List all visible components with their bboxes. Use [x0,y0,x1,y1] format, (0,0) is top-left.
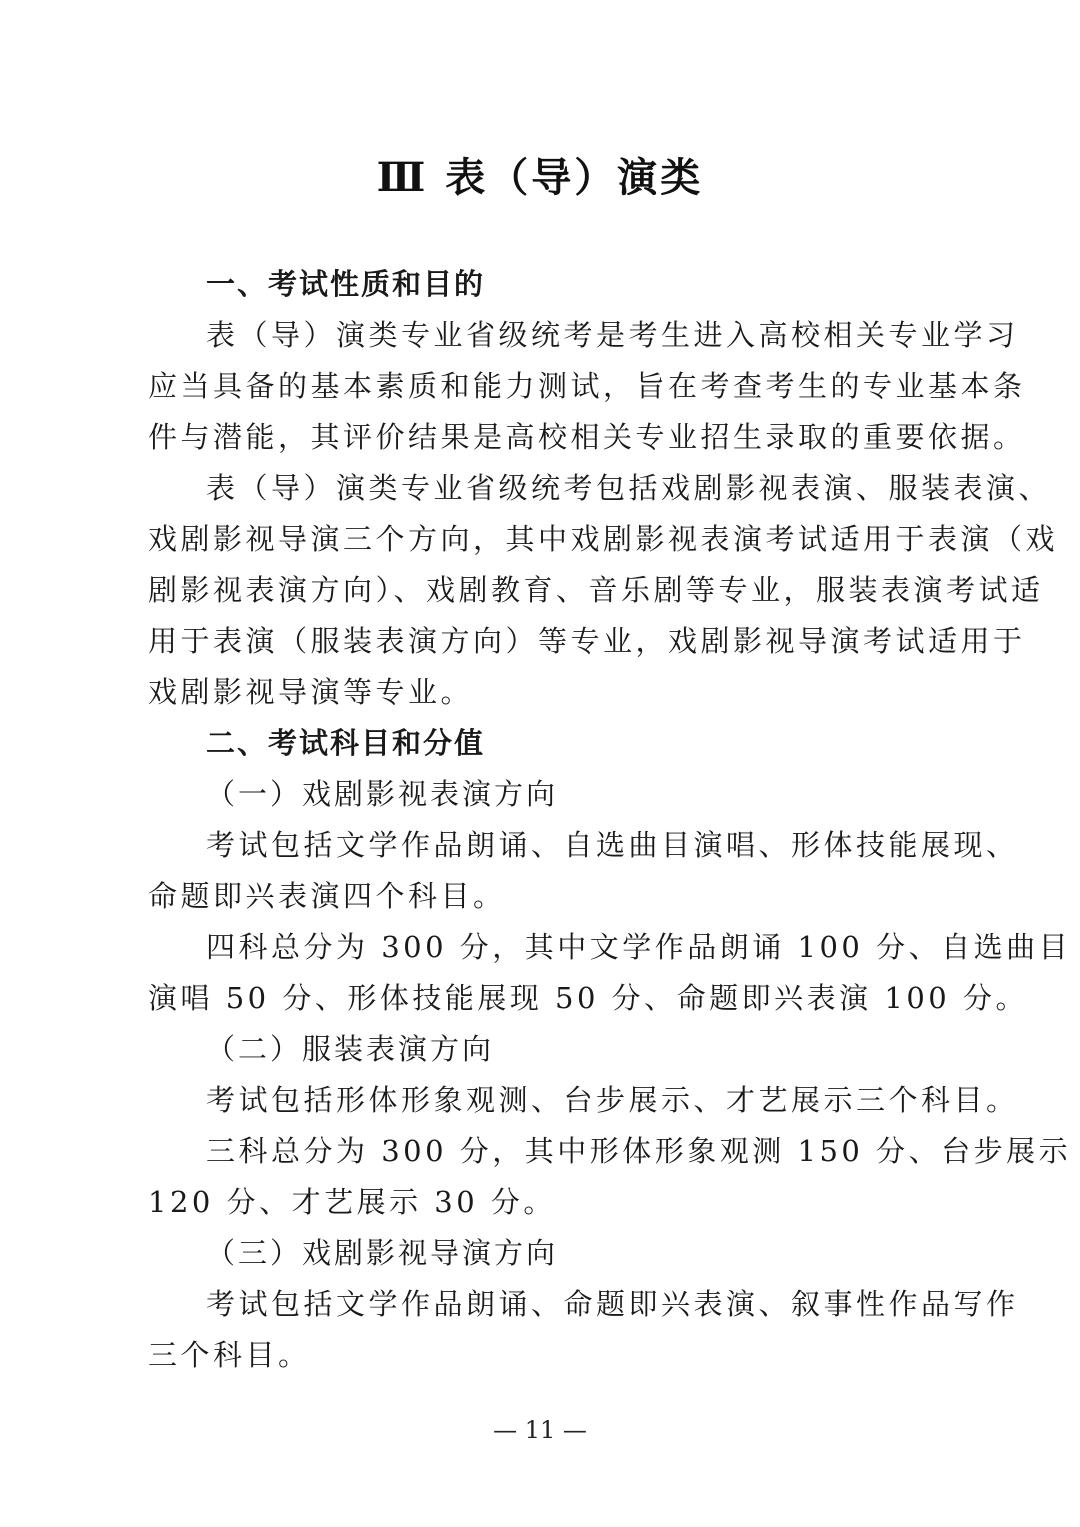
paragraph-4 [148,922,1072,1024]
paragraph-3 [148,820,1019,922]
paragraph-7 [148,1279,1019,1381]
paragraph-1 [148,310,1026,463]
paragraph-line: 命题即兴表演四个科目。 [148,879,506,913]
paragraph-line: 表（导）演类专业省级统考是考生进入高校相关专业学习 [206,318,1019,352]
paragraph-line: 戏剧影视导演三个方向，其中戏剧影视表演考试适用于表演（戏 [148,522,1059,556]
subsection-heading-3: （三）戏剧影视导演方向 [206,1236,559,1270]
paragraph-line: 应当具备的基本素质和能力测试，旨在考查考生的专业基本条 [148,369,1026,403]
section-heading-2: 二、考试科目和分值 [206,726,486,760]
paragraph-line: 三个科目。 [148,1338,311,1372]
paragraph-line: 120 分、才艺展示 30 分。 [148,1185,556,1219]
paragraph-2 [148,463,1059,718]
paragraph-line: 件与潜能，其评价结果是高校相关专业招生录取的重要依据。 [148,420,1026,454]
paragraph-line: 考试包括文学作品朗诵、自选曲目演唱、形体技能展现、 [206,828,1019,862]
paragraph-line: 三科总分为 300 分，其中形体形象观测 150 分、台步展示 [206,1134,1072,1168]
paragraph-line: 用于表演（服装表演方向）等专业，戏剧影视导演考试适用于 [148,624,1026,658]
paragraph-line: 演唱 50 分、形体技能展现 50 分、命题即兴表演 100 分。 [148,981,1028,1015]
paragraph-line: 表（导）演类专业省级统考包括戏剧影视表演、服装表演、 [206,471,1052,505]
paragraph-line: 戏剧影视导演等专业。 [148,675,474,709]
paragraph-6 [148,1126,1072,1228]
paragraph-line: 剧影视表演方向）、戏剧教育、音乐剧等专业，服装表演考试适 [148,573,1044,607]
document-body [148,259,1072,1381]
paragraph-5 [148,1075,1019,1126]
page-number: — 11 — [493,1416,587,1444]
section-heading-1: 一、考试性质和目的 [206,267,486,301]
paragraph-line: 四科总分为 300 分，其中文学作品朗诵 100 分、自选曲目 [206,930,1072,964]
paragraph-line: 考试包括文学作品朗诵、命题即兴表演、叙事性作品写作 [206,1287,1019,1321]
page-title: Ⅲ 表（导）演类 [376,154,704,201]
paragraph-line: 考试包括形体形象观测、台步展示、才艺展示三个科目。 [206,1083,1019,1117]
subsection-heading-1: （一）戏剧影视表演方向 [206,777,559,811]
subsection-heading-2: （二）服装表演方向 [206,1032,495,1066]
